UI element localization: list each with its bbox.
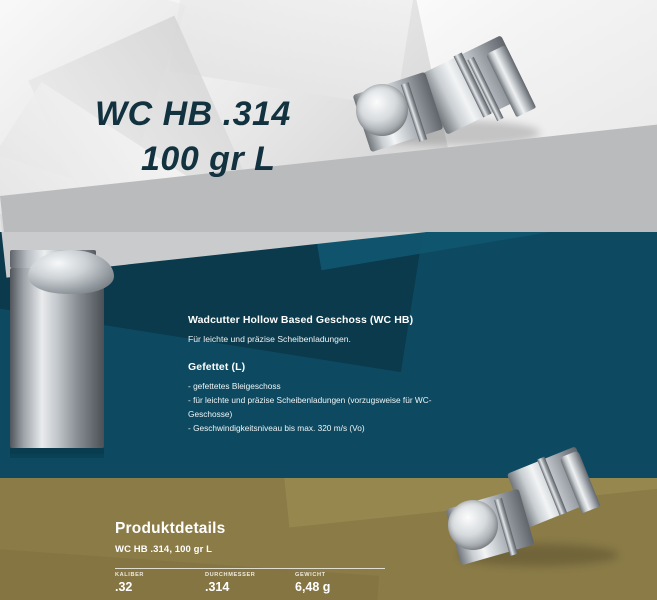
product-details-subtitle: WC HB .314, 100 gr L [115,544,213,555]
description-paragraph: Für leichte und präzise Scheibenladungen. [188,334,351,344]
product-title-line2: 100 gr L [141,139,276,178]
spec-table [115,568,515,594]
description-text-block [188,314,488,436]
product-title-line1: WC HB .314 [95,95,291,133]
main-bullet-image [10,250,140,480]
spec-kaliber [115,568,205,594]
spec-value: 6,48 g [295,580,331,594]
spec-value: .314 [205,580,230,594]
product-details-title: Produktdetails [115,520,226,537]
spec-label: KALIBER [115,572,145,578]
spec-gewicht [295,568,385,594]
bullet-body [10,268,104,448]
feature-list [188,380,488,434]
description-heading-primary: Wadcutter Hollow Based Geschoss (WC HB) [188,314,414,326]
bullet-nose [28,250,114,294]
list-item: - Geschwindigkeitsniveau bis max. 320 m/s (Vo) [188,423,365,434]
page-title [95,92,415,182]
list-item: - für leichte und präzise Scheibenladungen (vorzugsweise für WC- [188,395,432,406]
product-details-text [115,520,515,555]
hero-banner [0,0,657,250]
description-heading-secondary: Gefettet (L) [188,361,246,374]
bullet-groove [10,454,104,458]
spec-label: GEWICHT [295,572,326,578]
spec-value: .32 [115,580,133,594]
list-item: Geschosse) [188,409,233,420]
list-item: - gefettetes Bleigeschoss [188,381,281,392]
spec-durchmesser [205,568,295,594]
spec-label: DURCHMESSER [205,572,256,578]
